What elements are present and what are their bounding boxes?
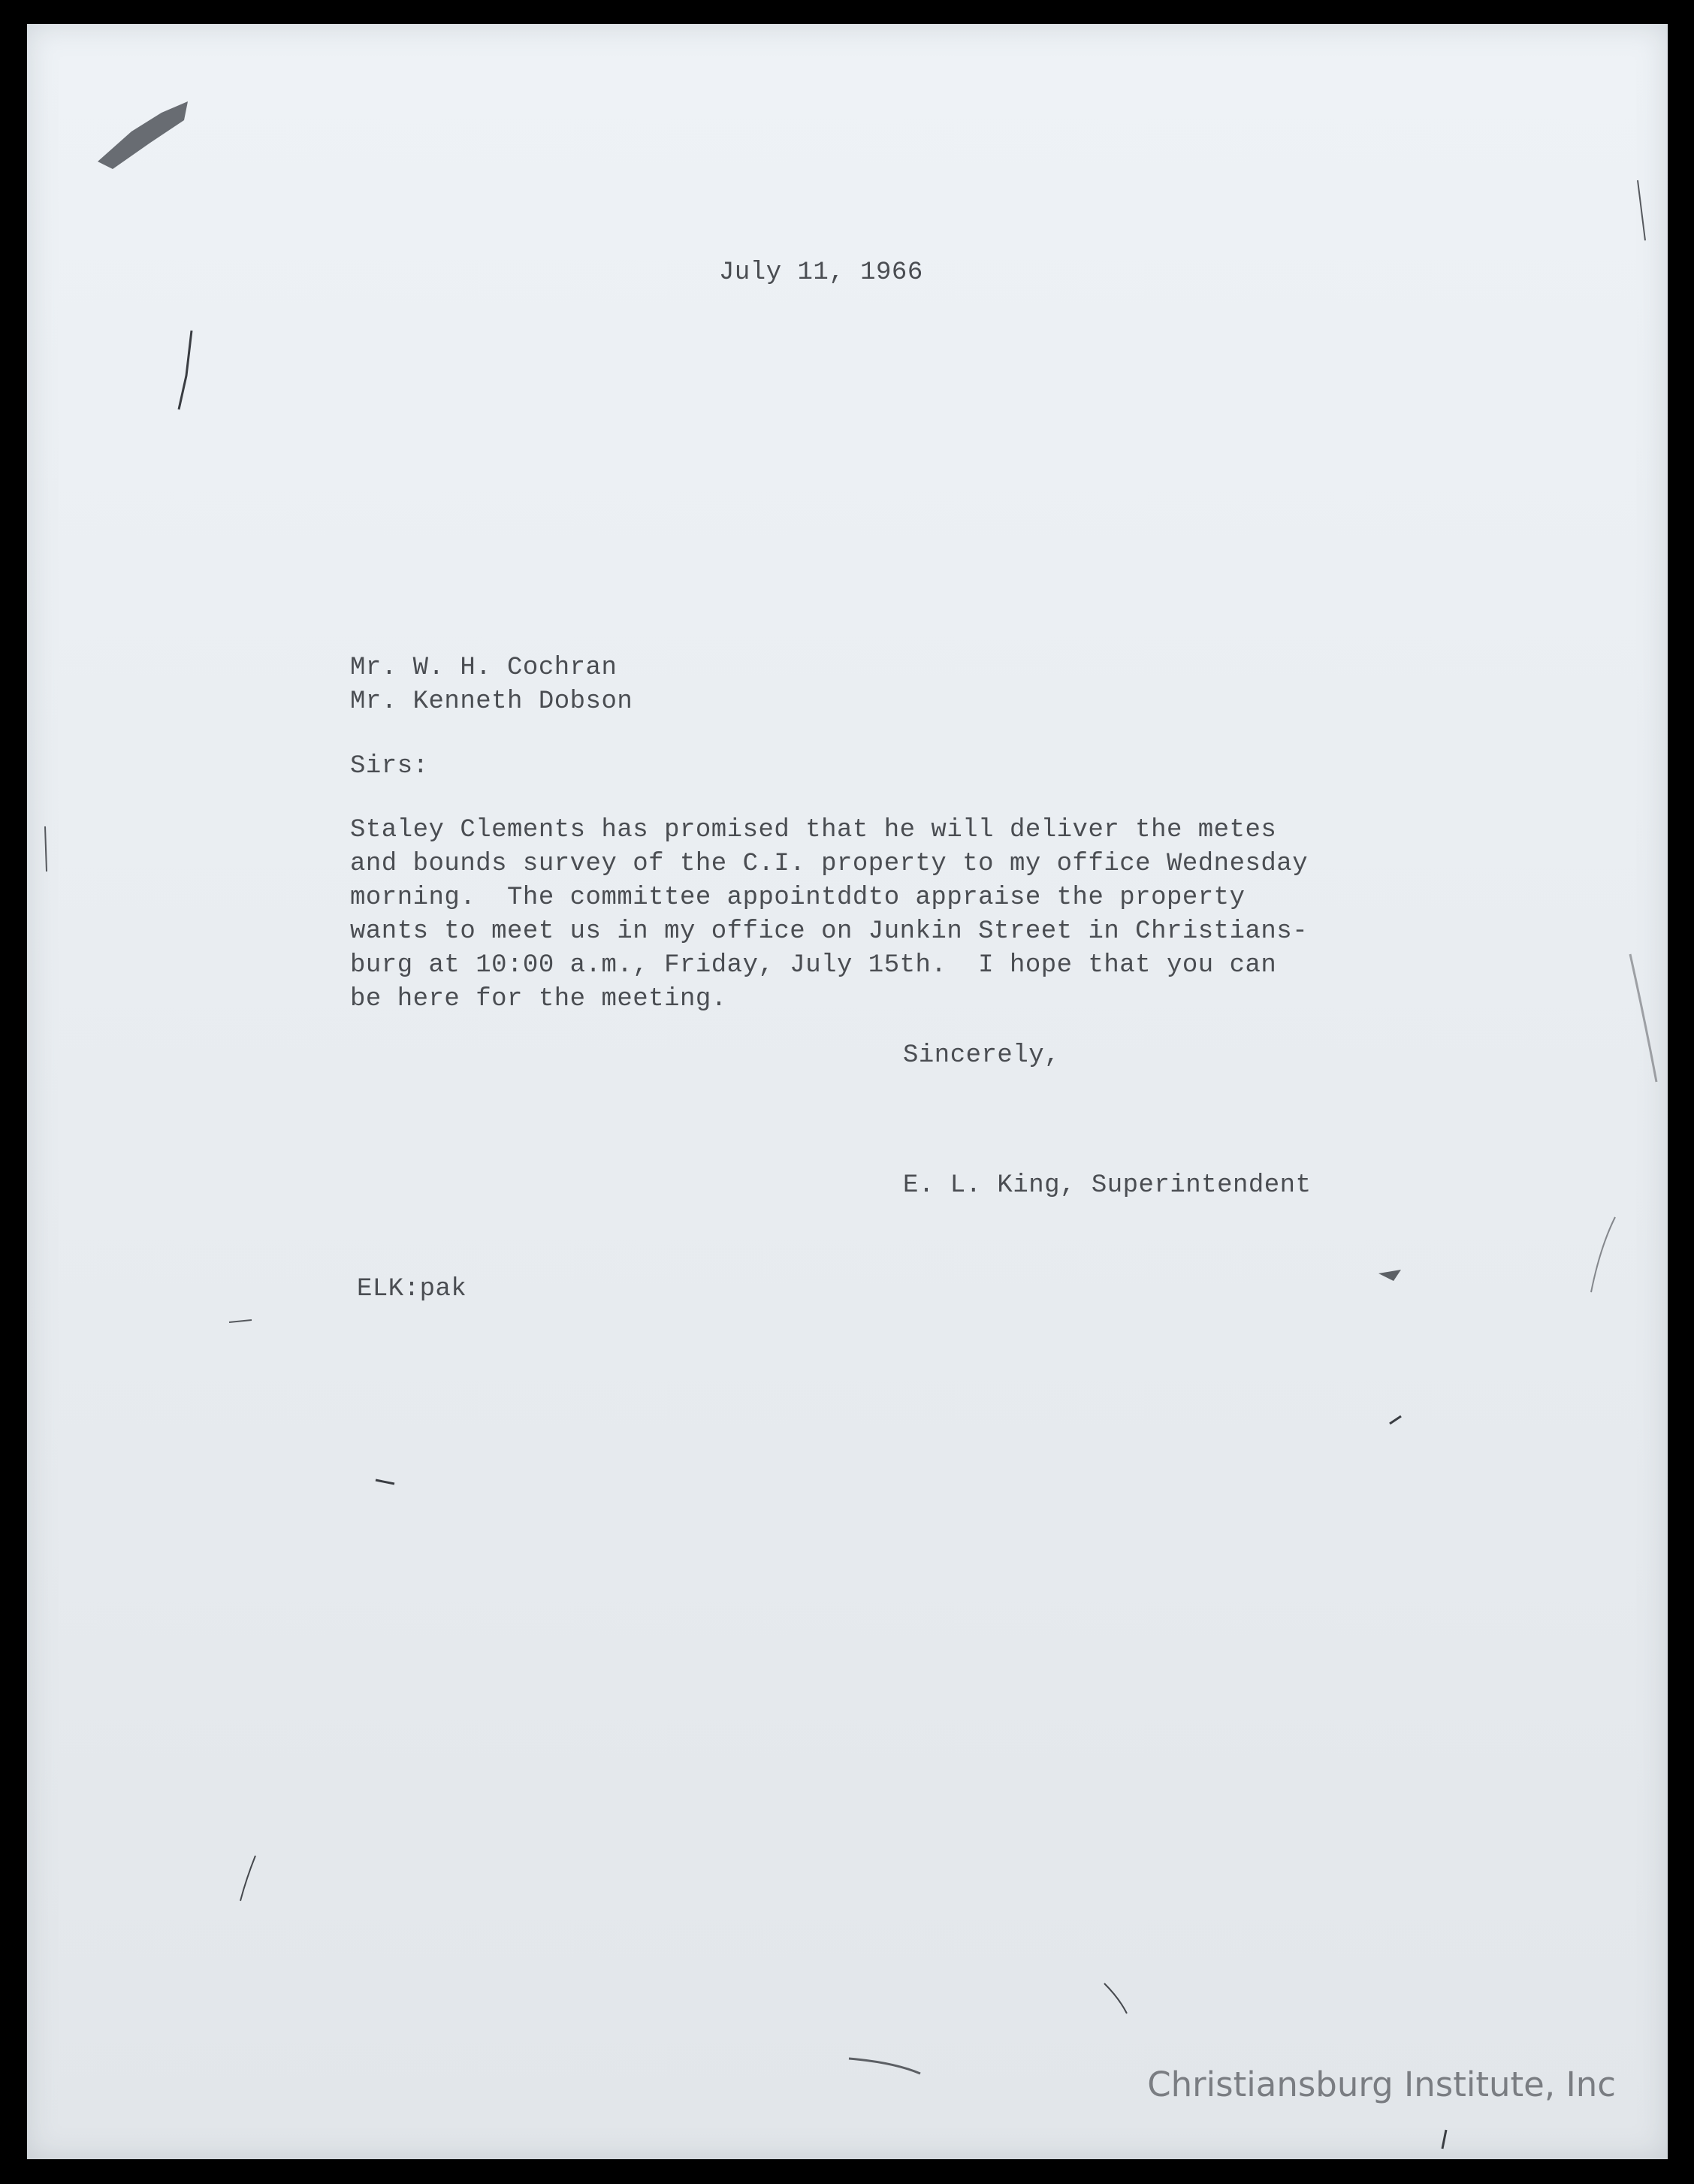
closing: Sincerely, xyxy=(903,1041,1061,1070)
recipient-line: Mr. Kenneth Dobson xyxy=(350,687,633,716)
body-line: morning. The committee appointddto appraise the property xyxy=(350,884,1246,912)
letter-page xyxy=(27,24,1668,2159)
salutation: Sirs: xyxy=(350,752,429,781)
body-line: wants to meet us in my office on Junkin Street in Christians- xyxy=(350,917,1309,946)
body-line: Staley Clements has promised that he will deliver the metes xyxy=(350,816,1277,844)
recipient-line: Mr. W. H. Cochran xyxy=(350,654,618,682)
body-line: be here for the meeting. xyxy=(350,985,727,1013)
typist-initials: ELK:pak xyxy=(357,1275,467,1303)
body-line: and bounds survey of the C.I. property to my office Wednesday xyxy=(350,850,1309,878)
letter-date: July 11, 1966 xyxy=(719,258,923,287)
watermark: Christiansburg Institute, Inc xyxy=(1147,2065,1616,2104)
body-line: burg at 10:00 a.m., Friday, July 15th. I hope that you can xyxy=(350,951,1277,980)
signature-line: E. L. King, Superintendent xyxy=(903,1171,1312,1200)
